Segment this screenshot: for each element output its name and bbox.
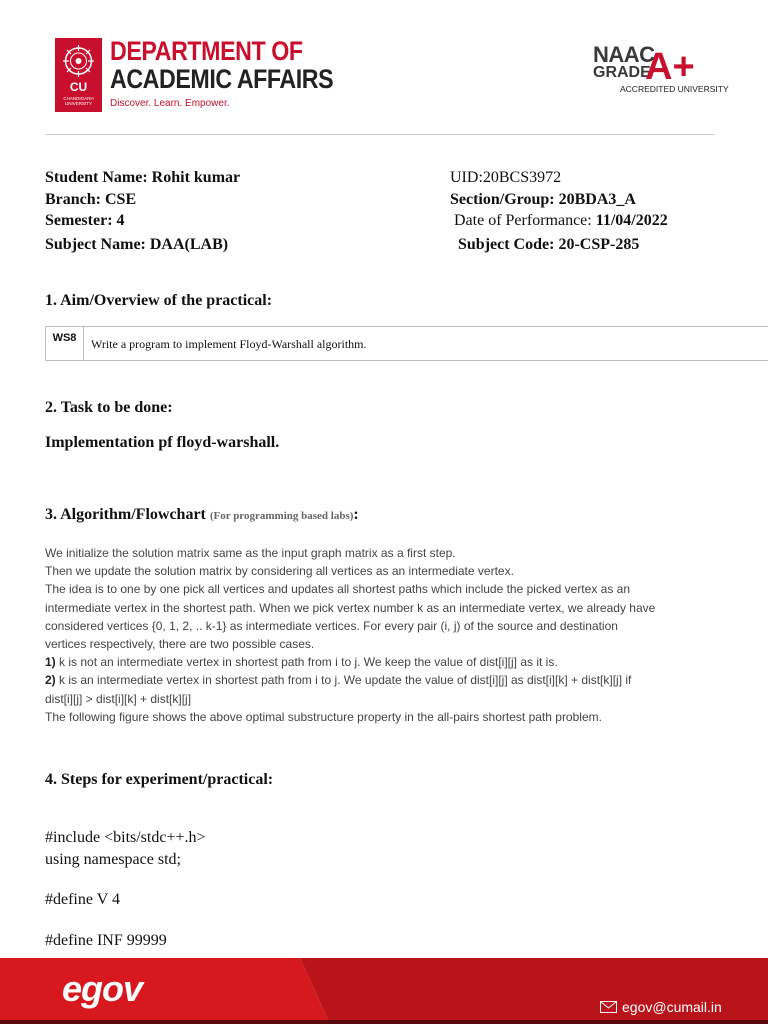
grade-value: A+ <box>645 46 695 88</box>
section-group: Section/Group: 20BDA3_A <box>450 191 636 208</box>
aim-heading: 1. Aim/Overview of the practical: <box>45 292 273 309</box>
naac-text: NAAC <box>593 42 655 67</box>
code-line: #define INF 99999 <box>45 932 167 949</box>
cu-logo-text: CU <box>69 80 88 94</box>
algo-line: The following figure shows the above optimal substructure property in the all-pairs shortest path problem. <box>45 709 602 724</box>
dept-line1: DEPARTMENT OF <box>110 36 303 66</box>
algo-line: considered vertices {0, 1, 2, .. k-1} as intermediate vertices. For every pair (i, j) of the source and destination <box>45 618 618 633</box>
semester: Semester: 4 <box>45 212 125 229</box>
algorithm-text <box>45 544 725 726</box>
footer-email[interactable]: egov@cumail.in <box>622 999 722 1015</box>
department-title <box>110 37 333 93</box>
steps-heading: 4. Steps for experiment/practical: <box>45 771 274 788</box>
mail-icon <box>600 1001 617 1013</box>
subject-code: Subject Code: 20-CSP-285 <box>458 236 640 253</box>
branch: Branch: CSE <box>45 191 137 208</box>
accredited-text: ACCREDITED UNIVERSITY <box>620 84 729 94</box>
algo-line: intermediate vertex in the shortest path. When we pick vertex number k as an intermediate vertex, we already have <box>45 600 656 615</box>
tagline: Discover. Learn. Empower. <box>110 98 230 109</box>
date-of-performance: Date of Performance: 11/04/2022 <box>454 212 668 229</box>
aim-table <box>45 326 768 361</box>
task-text: Implementation pf floyd-warshall. <box>45 434 280 451</box>
cu-emblem-icon <box>61 42 96 80</box>
dept-line2: ACADEMIC AFFAIRS <box>110 64 334 94</box>
uid: UID:20BCS3972 <box>450 169 562 186</box>
student-name: Student Name: Rohit kumar <box>45 169 241 186</box>
algo-case-2: 2) k is an intermediate vertex in shortest path from i to j. We update the value of dist[i][j] as dist[i][k] + dist[k][j] if <box>45 673 632 688</box>
ws-text: Write a program to implement Floyd-Warshall algorithm. <box>91 337 367 351</box>
egov-logo: egov <box>62 968 143 1009</box>
ws-code: WS8 <box>46 327 84 360</box>
algo-line: Then we update the solution matrix by considering all vertices as an intermediate vertex. <box>45 564 514 579</box>
code-line: #include <bits/stdc++.h> <box>45 829 206 846</box>
footer-bar <box>0 958 768 1024</box>
code-line: #define V 4 <box>45 891 120 908</box>
cu-logo <box>55 38 102 112</box>
algo-line: vertices respectively, there are two possible cases. <box>45 637 315 652</box>
algo-line: The idea is to one by one pick all vertices and updates all shortest paths which include the picked vertex as an <box>45 582 631 597</box>
algo-line: dist[i][j] > dist[i][k] + dist[k][j] <box>45 691 192 706</box>
subject-name: Subject Name: DAA(LAB) <box>45 236 229 253</box>
header-divider <box>45 134 715 135</box>
grade-text: GRADE <box>593 64 651 81</box>
algo-heading: 3. Algorithm/Flowchart (For programming based labs): <box>45 506 359 523</box>
code-line: using namespace std; <box>45 851 181 868</box>
algo-note: (For programming based labs) <box>209 510 354 522</box>
algo-case-1: 1) k is not an intermediate vertex in shortest path from i to j. We keep the value of dist[i][j] as it is. <box>45 655 558 670</box>
algo-line: We initialize the solution matrix same as the input graph matrix as a first step. <box>45 546 456 560</box>
task-heading: 2. Task to be done: <box>45 399 173 416</box>
cu-logo-subtext: CHANDIGARH UNIVERSITY <box>63 96 94 106</box>
